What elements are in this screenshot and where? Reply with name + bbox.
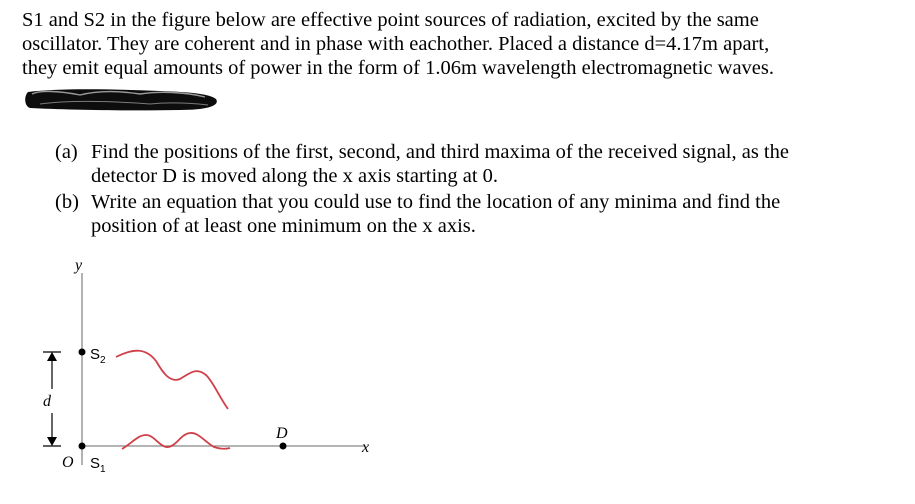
source-s1-label: $S_1$ — [90, 455, 106, 475]
question-item — [55, 190, 905, 238]
redaction-scribble — [20, 86, 230, 114]
origin-label: O — [62, 454, 74, 471]
y-axis-label: y — [75, 257, 83, 274]
source-s2-dot — [79, 349, 86, 356]
question-text — [91, 140, 905, 188]
question-marker: (b) — [55, 191, 79, 213]
question-marker: (a) — [55, 141, 78, 163]
intro-line: oscillator. They are coherent and in phase with eachother. Placed a distance d=4.17m apart, — [22, 33, 770, 55]
question-line: Find the positions of the first, second, and third maxima of the received signal, as the — [91, 141, 789, 163]
intro-line: S1 and S2 in the figure below are effective point sources of radiation, excited by the same — [22, 9, 759, 31]
x-axis-label: x — [362, 439, 370, 456]
problem-intro — [22, 8, 902, 80]
detector-label: D — [276, 425, 288, 442]
source-s2-label: $S_2$ — [90, 346, 106, 366]
intro-line: they emit equal amounts of power in the form of 1.06m wavelength electromagnetic waves. — [22, 57, 775, 79]
detector-dot — [280, 443, 287, 450]
question-text — [91, 190, 905, 238]
distance-arrowhead-up — [47, 352, 57, 361]
question-item — [55, 140, 905, 188]
question-line: position of at least one minimum on the x axis. — [91, 215, 476, 237]
source-s1-dot — [79, 443, 86, 450]
question-list — [55, 140, 905, 240]
question-line: Write an equation that you could use to find the location of any minima and find the — [91, 191, 781, 213]
question-line: detector D is moved along the x axis starting at 0. — [91, 165, 499, 187]
wave-from-s2 — [116, 351, 228, 409]
distance-arrowhead-down — [47, 437, 57, 446]
two-source-figure — [30, 255, 390, 495]
distance-label: d — [43, 393, 51, 410]
